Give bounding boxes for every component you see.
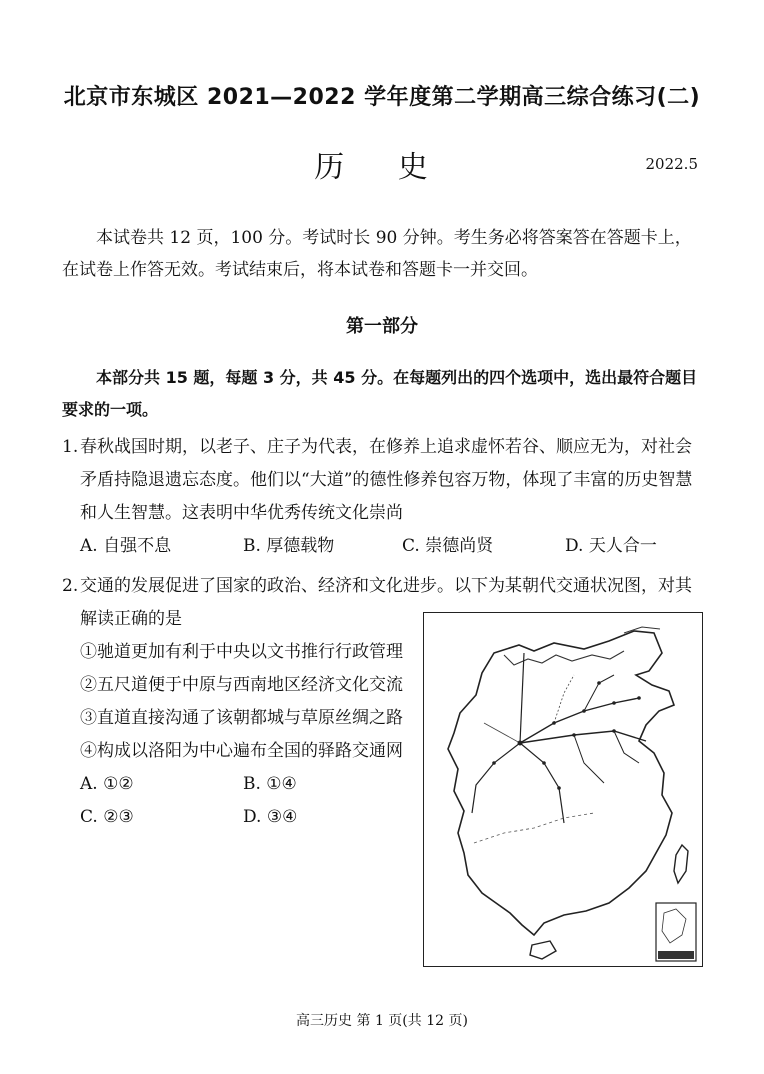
inset-islands [662, 909, 686, 943]
statement-4: ④构成以洛阳为中心遍布全国的驿路交通网 [80, 741, 403, 761]
northern-border [504, 651, 624, 665]
route-line [520, 743, 564, 823]
option-a[interactable]: A. ①② [80, 774, 134, 794]
question-1 [62, 431, 704, 563]
route-line [584, 675, 614, 711]
option-c[interactable]: C. 崇德尚贤 [402, 536, 494, 556]
subject-heading: 历 史 [314, 150, 450, 185]
statement-3: ③直道直接沟通了该朝都城与草原丝绸之路 [80, 708, 403, 728]
region-line [484, 723, 520, 743]
route-line [520, 653, 524, 743]
section-title: 第一部分 [346, 316, 418, 337]
exam-date: 2022.5 [645, 155, 698, 173]
exam-instructions: 本试卷共 12 页，100 分。考试时长 90 分钟。考生务必将答案答在答题卡上，在试卷上作答无效。考试结束后，将本试卷和答题卡一并交回。 [62, 228, 692, 280]
option-d[interactable]: D. ③④ [243, 807, 298, 827]
island-hainan [530, 941, 556, 959]
route-line [614, 731, 639, 763]
option-d[interactable]: D. 天人合一 [565, 536, 657, 556]
island-taiwan [674, 845, 688, 883]
option-b[interactable]: B. 厚德载物 [243, 536, 335, 556]
route-line [574, 735, 604, 783]
route-line [520, 698, 639, 743]
question-number: 2. [62, 576, 79, 596]
option-b[interactable]: B. ①④ [243, 774, 297, 794]
route-line [472, 743, 520, 813]
inset-caption [658, 951, 694, 959]
question-stem-line2: 解读正确的是 [80, 609, 182, 629]
option-a[interactable]: A. 自强不息 [80, 536, 172, 556]
options-row [80, 530, 704, 563]
page-footer: 高三历史 第 1 页(共 12 页) [296, 1013, 468, 1029]
map-drawing [424, 613, 701, 965]
transport-map [423, 612, 703, 967]
exam-title: 北京市东城区 2021—2022 学年度第二学期高三综合练习(二) [63, 85, 701, 110]
question-stem-line1: 交通的发展促进了国家的政治、经济和文化进步。以下为某朝代交通状况图，对其 [80, 576, 692, 596]
route-line [520, 731, 646, 743]
statement-1: ①驰道更加有利于中央以文书推行行政管理 [80, 642, 403, 662]
option-c[interactable]: C. ②③ [80, 807, 134, 827]
section-instruction: 本部分共 15 题，每题 3 分，共 45 分。在每题列出的四个选项中，选出最符合题目要求的一项。 [62, 368, 698, 419]
statement-2: ②五尺道便于中原与西南地区经济文化交流 [80, 675, 403, 695]
question-stem: 春秋战国时期，以老子、庄子为代表，在修养上追求虚怀若谷、顺应无为，对社会矛盾持隐退遗忘态度。他们以“大道”的德性修养包容万物，体现了丰富的历史智慧和人生智慧。这表明中华优秀传统文化崇尚 [80, 437, 693, 523]
coastline [448, 631, 674, 935]
question-number: 1. [62, 437, 79, 457]
river [474, 813, 594, 843]
